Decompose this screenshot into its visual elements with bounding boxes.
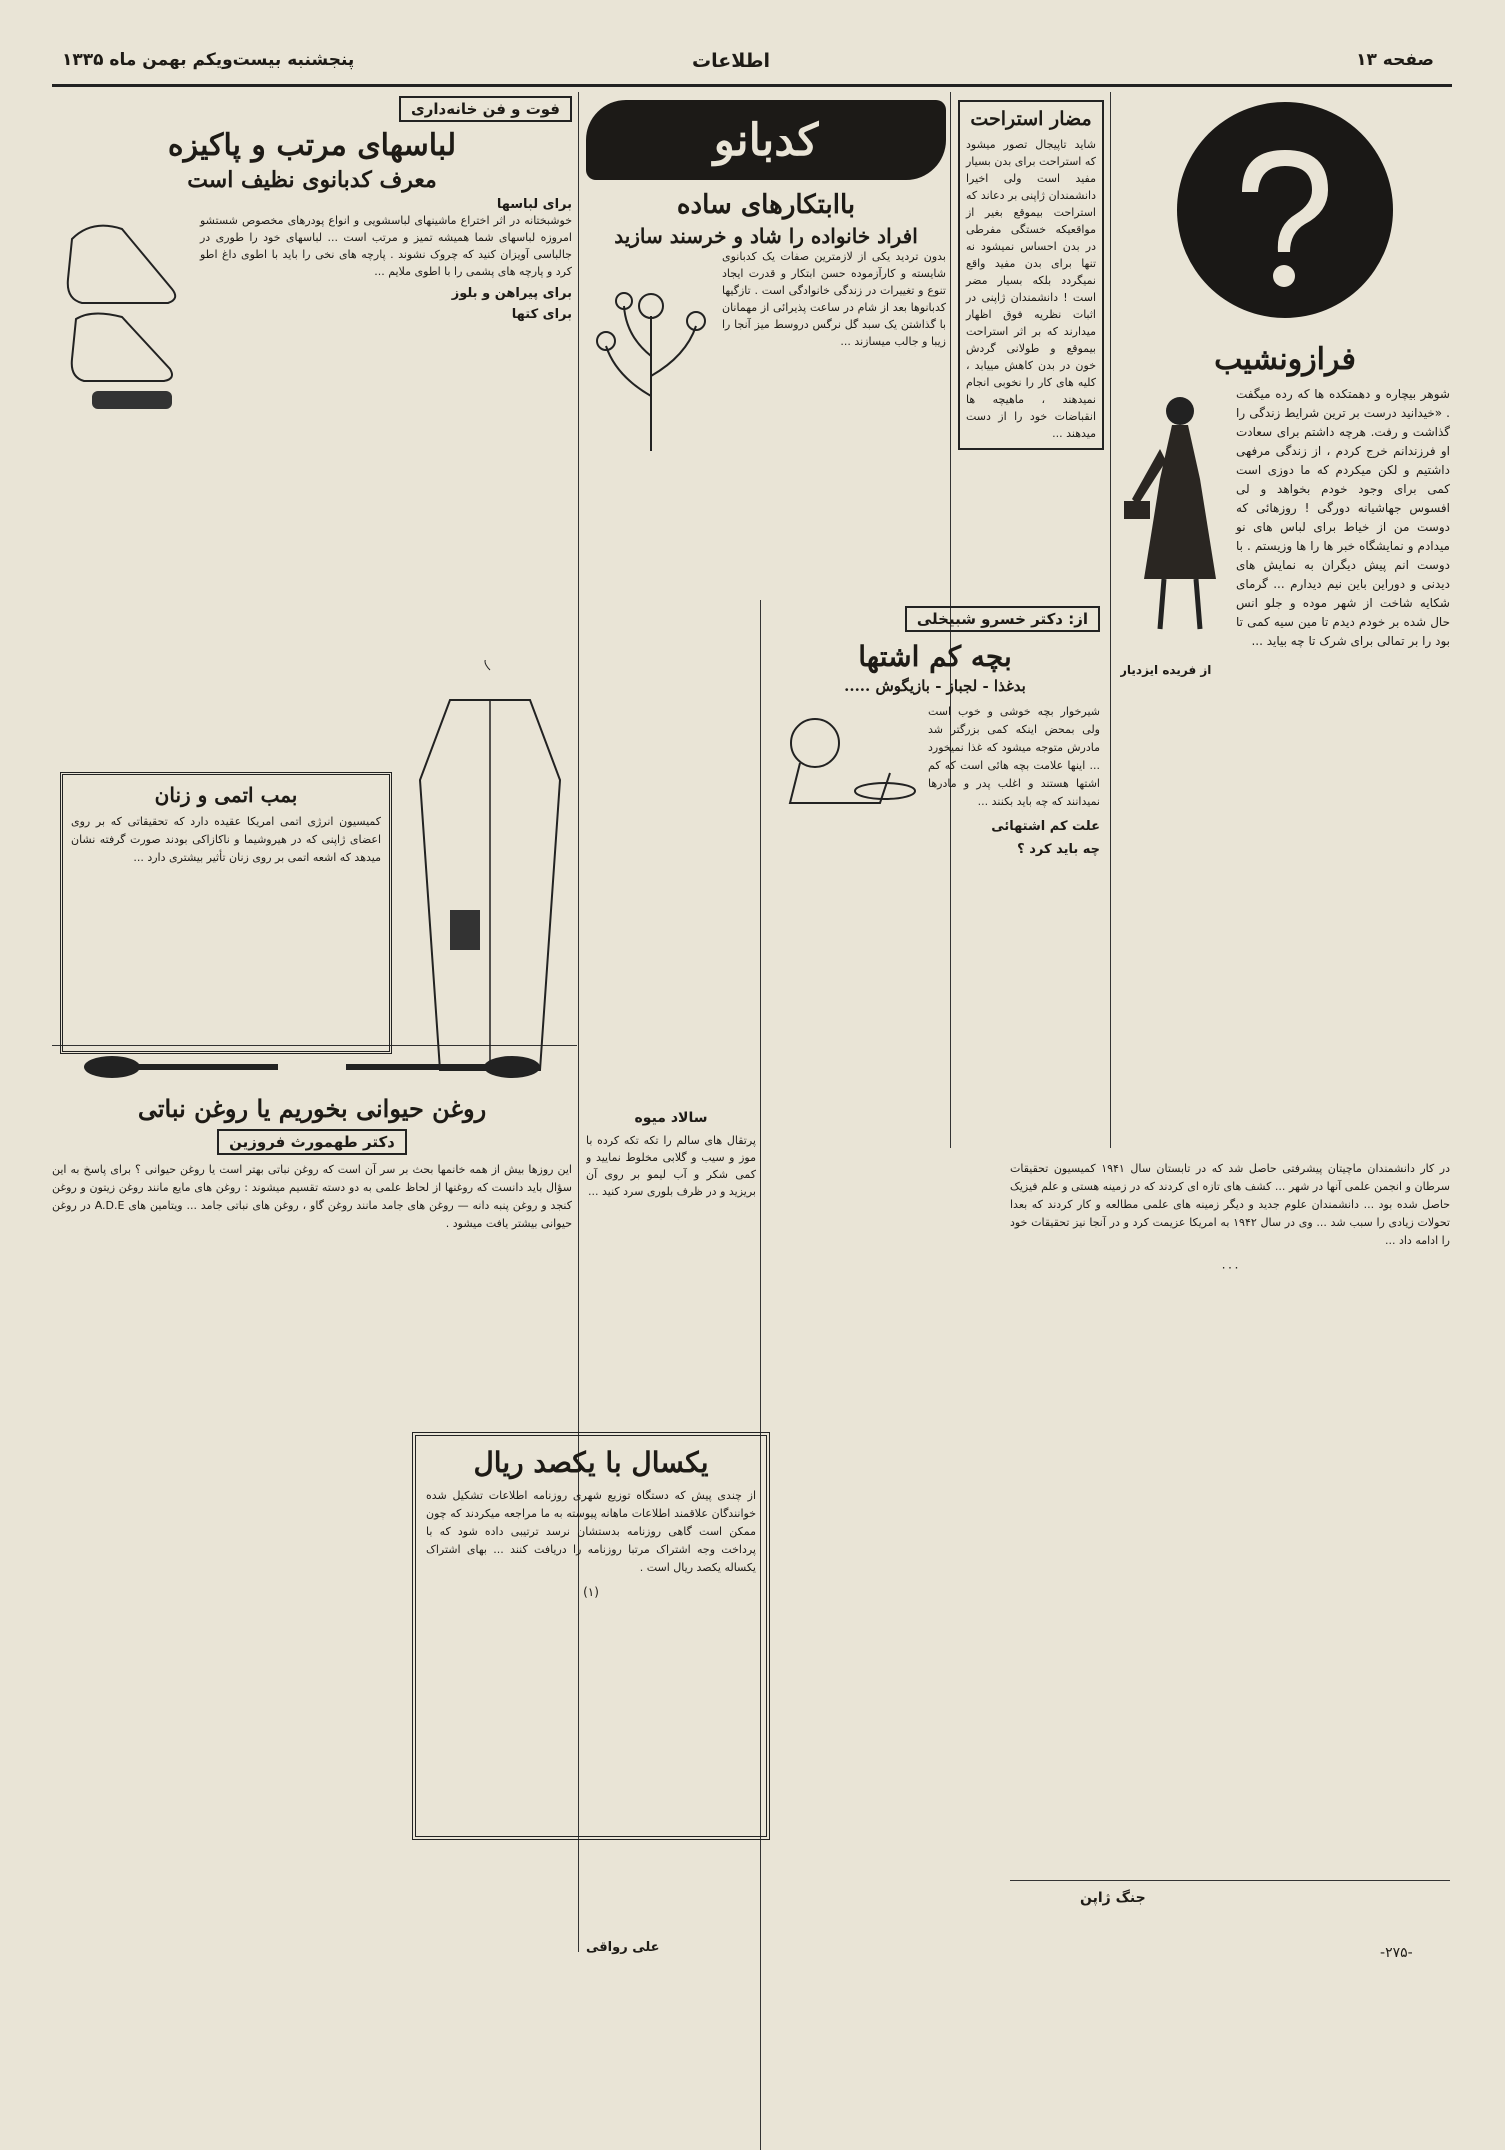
divider — [1010, 1880, 1450, 1881]
banner-text: کدبانو — [713, 114, 819, 166]
divider — [1110, 92, 1111, 1148]
section-heading-shirt: برای پیراهن و بلوز — [451, 286, 572, 301]
article-title: فرازونشیب — [1214, 342, 1356, 377]
article-body: در کار دانشمندان ماچیتان پیشرفتی حاصل شد که در تابستان سال ۱۹۴۱ کمیسیون تحقیقات سرطان و انجمن علمی آنها در شهر ... کشف های تازه ای کردند که در زمینه هستی و علم فیزیک حاصل شده بود ... دانشمندان علوم جدید و دیگر زمینه های علمی مطالعه و کار کردند که بعدا تحولات زیادی را سبب شد ... وی در سال ۱۹۴۲ به امریکا عزیمت کرد و در آنجا نیز تحقیقات خود را ادامه داد ... — [1010, 1162, 1450, 1247]
flower-illustration — [586, 256, 716, 456]
divider — [760, 600, 761, 2150]
issue-date: پنجشنبه بیست‌و‌یکم بهمن ماه ۱۳۳۵ — [62, 50, 355, 70]
rest-box — [958, 100, 1104, 450]
salad-section — [586, 1110, 756, 1410]
child-illustration — [770, 703, 920, 813]
author: دکتر طهمورث فروزین — [217, 1129, 407, 1155]
bomb-article-box — [60, 772, 392, 1054]
coat-illustration — [410, 660, 570, 1080]
middle-column-top — [586, 100, 946, 600]
section-body: پرتقال هاى سالم را تکه تکه کرده با موز و سیب و گلابی مخلوط نمایید و کمی شکر و آب لیمو بر روی آن بریزید و در ظرف بلوری سرد کنید ... — [586, 1134, 756, 1198]
page-label: صفحه ۱۳ — [1356, 50, 1434, 70]
anniversary-box — [412, 1432, 770, 1840]
author: از: دکتر خسرو شبیخلی — [905, 606, 1100, 632]
section-kicker: فوت و فن خانه‌داری — [399, 96, 572, 122]
signoff: ۰۰۰ — [1220, 1260, 1240, 1274]
kadbanu-banner — [586, 100, 946, 180]
footnote: (۱) — [583, 1585, 599, 1599]
article-title: بچه کم اشتها — [858, 640, 1012, 673]
question-mark-icon — [1120, 100, 1450, 320]
woman-illustration — [1120, 389, 1230, 639]
section-heading: سالاد میوه — [634, 1110, 708, 1126]
article-subtitle: افراد خانواده را شاد و خرسند سازید — [614, 224, 918, 248]
article-title: لباسهای مرتب و پاکیزه — [167, 128, 457, 163]
clothes-article — [52, 96, 572, 756]
article-body: از چندی پیش که دستگاه توزیع شهری روزنامه اطلاعات تشکیل شده خوانندگان علاقمند اطلاعات ماهانه پیوسته به ما مراجعه میکردند که چون ممکن است گاهی روزنامه بدستشان نرسد ترتیبی داده شود که با پرداخت وجه اشتراک مرتبا روزنامه را دریافت کنند ... بهای اشتراک یکساله یکصد ریال است . — [426, 1489, 756, 1574]
article-body: این روزها بیش از همه خانمها بحث بر سر آن است که روغن نباتی بهتر است یا روغن حیوانی ؟ برای پاسخ به این سؤال باید دانست که روغنها از لحاظ علمی به دو دسته تقسیم میشوند : روغن های مایع مانند روغن زیتون و روغن کنجد و روغن پنبه دانه — روغن های جامد مانند روغن گاو ، روغن های نباتی جامد ... ویتامین های A.D.E در روغن حیوانی بیشتر یافت میشود . — [52, 1163, 572, 1230]
article-body: شاید تاپیجال تصور میشود که استراحت برای بدن بسیار مفید است ولی اخیرا دانشمندان ژاپنی بر دعاند که استراحت بیموقع بغیر از مواقعیکه خستگی مفرطی در بدن احساس نمیشود نه تنها برای بدن مفید واقع نمیگردد بلکه بسیار مضر است ! دانشمندان ژاپنی در اثبات نظریه فوق اظهار میدارند که بر اثر استراحت بیموقع و طولانی گردش خون در بدن کاهش مییابد ، کلیه های کار را نخوبی انجام نمیدهند ، ماهیچه ها انقباضات خود را از دست میدهند ... — [965, 138, 1096, 440]
article-body: بدون تردید یکی از لازمترین صفات یک کدبانوی شایسته و کارآزموده حسن ابتکار و قدرت ایجاد تنوع و تغییرات در زندگی خانوادگی است . تازگیها کدبانوها بعد از شام در ساعت پذیرائی از مهمانان با گذاشتن یک سبد گل نرگس دروسط میز آنجا را زیبا و جالب میسازند ... — [722, 250, 946, 348]
shoes-illustration — [52, 199, 192, 419]
byline: جنگ ژاپن — [1080, 1890, 1146, 1906]
right-column — [1120, 100, 1450, 1150]
child-article — [770, 606, 1100, 1226]
paper-name: اطلاعات — [692, 50, 771, 72]
byline: از فریده ایزدیار — [1120, 663, 1212, 677]
page-number: -۲۷۵- — [1380, 1945, 1413, 1961]
section-heading: چه باید کرد ؟ — [1017, 842, 1100, 857]
spoons-illustration — [52, 1050, 572, 1084]
article-title: یکسال با یکصد ریال — [473, 1446, 709, 1479]
rest-column — [958, 100, 1104, 620]
article-body: شیرخوار بچه خوشی و خوب است ولی بمحض اینکه کمی بزرگتر شد مادرش متوجه میشود که غذا نمیخورد ... اینها علامت بچه هائی است که کم اشتها هستند و اغلب پدر و مادرها نمیدانند که چه باید بکنند ... — [928, 705, 1100, 808]
article-subtitle: بدغذا - لجباز - بازیگوش ..... — [844, 677, 1026, 695]
byline: علی رواقی — [586, 1940, 660, 1955]
section-heading-clothes: برای لباسها — [496, 197, 572, 212]
article-subtitle: معرف کدبانوی نظیف است — [187, 167, 437, 193]
article-body: خوشبختانه در اثر اختراع ماشینهای لباسشویی و انواع پودرهای مخصوص شستشو امروزه لباسهای شما همیشه تمیز و مرتب است ... لباسهای خود را طوری در جالباسی آویزان کنید که چروک نشوند . پارچه های نخی را باید با اطوی داغ اطو کرد و پارچه های پشمی را با اطوی ملایم ... — [200, 214, 572, 278]
section-heading: علت کم اشتهائی — [991, 819, 1100, 834]
article-body: کمیسیون انرژی اتمی امریکا عقیده دارد که تحقیقاتی که بر روی اعضای ژاپنی که در هیروشیما و ناکازاکی بودند صورت گرفته نشان میدهد که اشعه اتمی بر روی زنان تأثیر بیشتری دارد ... — [71, 815, 381, 864]
section-heading-coats: برای کتها — [511, 307, 572, 322]
page-header — [52, 44, 1452, 87]
article-body: شوهر بیچاره و دهمتکده ها که رده میگفت . «خیدانید درست بر ترین شرایط زندگی را گذاشت و رفت. هرچه داشتم برای سعادت او فرزندانم خرج کردم ، از زندگی مرفهی داشتیم و لکن میکردم که ما دوزی است کمی برای وجود خودم بخواهد و لی افسوس جهاشیانه دورگی ! روزهائی که دوست من از خیاط برای لباس های نو میدادم و نمایشگاه خبر ها را ها وزیستم . با دوست انم پیش دیگران به نمایش های دیدنی و دوراین باین نیم دیدارم ... گرمای شکایه شاخت از شهر موده و جلو انس حال شده بر خودم دیدم تا مین سیه کمی تا بود را بر تمالی برای شرک تا چه بیاید ... — [1236, 387, 1450, 648]
article-title: روغن حیوانی بخوریم یا روغن نباتی — [137, 1094, 487, 1123]
japan-article — [1010, 1160, 1450, 1850]
article-title: مضار استراحت — [970, 108, 1092, 130]
article-title: بمب اتمی و زنان — [154, 783, 298, 807]
article-title: باابتکارهای ساده — [676, 190, 856, 220]
